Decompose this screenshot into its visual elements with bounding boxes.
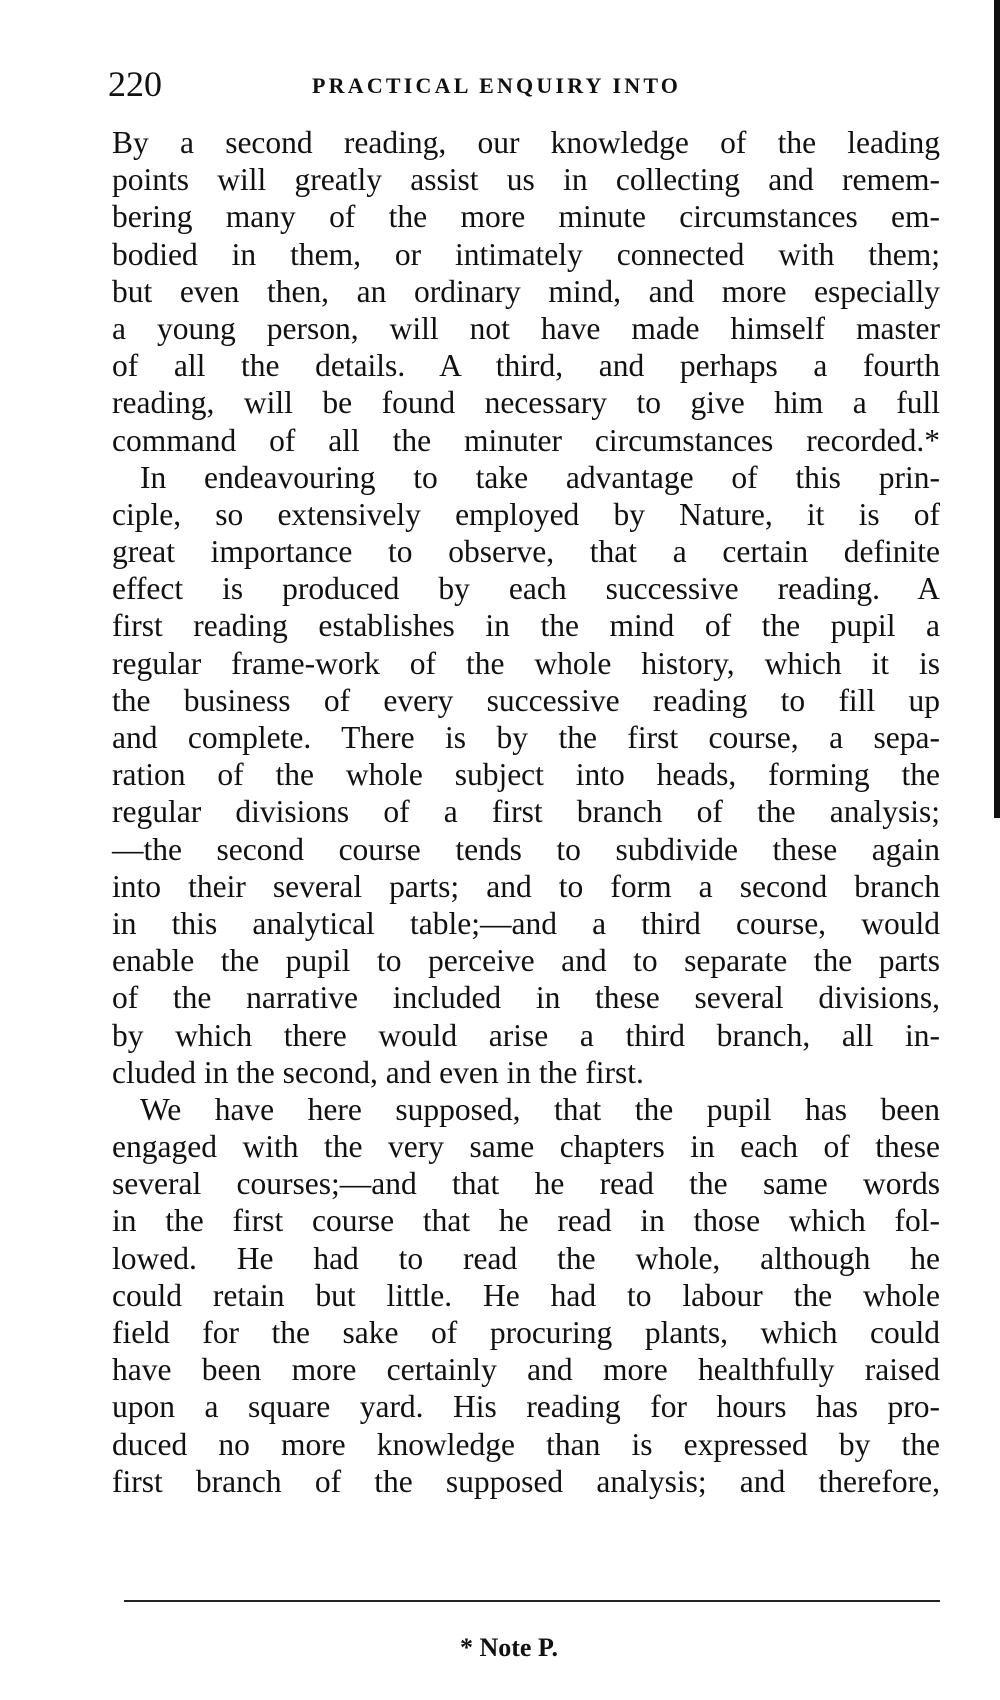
text-line: bering many of the more minute circumstances em- [112,199,940,235]
text-line: regular frame-work of the whole history, which it is [112,645,940,681]
text-line: the business of every successive reading to fill up [112,682,940,718]
text-line: of the narrative included in these several divisions, [112,980,940,1016]
text-line: ciple, so extensively employed by Nature, it is of [112,496,940,532]
text-line: upon a square yard. His reading for hours has pro- [112,1389,940,1425]
running-head: PRACTICAL ENQUIRY INTO [312,73,682,98]
text-line: and complete. There is by the first course, a sepa- [112,720,940,755]
scan-edge [994,0,1000,818]
text-line: have been more certainly and more healthfully raised [112,1352,940,1388]
text-line: a young person, will not have made himself master [112,310,940,346]
text-line: effect is produced by each successive reading. A [112,571,940,607]
text-line: first branch of the supposed analysis; and therefore, [112,1463,940,1499]
text-line: regular divisions of a first branch of the analysis; [112,794,940,830]
text-line: into their several parts; and to form a second branch [112,868,940,904]
page-header [108,64,888,114]
text-line: cluded in the second, and even in the first. [112,1054,644,1090]
body-text [112,124,940,1500]
footnote-divider [124,1600,940,1602]
text-line: but even then, an ordinary mind, and more especially [112,273,940,309]
text-line: enable the pupil to perceive and to separate the parts [112,943,940,979]
text-line: great importance to observe, that a certain definite [112,534,940,570]
text-line: field for the sake of procuring plants, which could [112,1315,940,1350]
text-line: duced no more knowledge than is expressed by the [112,1426,940,1462]
text-line: By a second reading, our knowledge of the leading [112,125,940,160]
text-line: reading, will be found necessary to give him a full [112,385,940,421]
text-line: in this analytical table;—and a third course, would [112,905,940,941]
text-line: several courses;—and that he read the same words [112,1166,940,1202]
text-line: bodied in them, or intimately connected with them; [112,236,940,272]
text-line: command of all the minuter circumstances recorded.* [112,422,940,458]
text-line: In endeavouring to take advantage of this prin- [140,459,940,495]
text-line: lowed. He had to read the whole, although he [112,1240,940,1276]
page-number: 220 [108,64,162,104]
text-line: of all the details. A third, and perhaps a fourth [112,348,940,384]
text-line: points will greatly assist us in collecting and remem- [112,162,940,198]
text-line: first reading establishes in the mind of the pupil a [112,608,940,644]
text-line: ration of the whole subject into heads, forming the [112,757,940,793]
text-line: We have here supposed, that the pupil has been [140,1091,940,1127]
text-line: could retain but little. He had to labour the whole [112,1277,940,1313]
text-line: by which there would arise a third branch, all in- [112,1017,940,1053]
text-line: —the second course tends to subdivide these again [112,831,940,867]
footnote: * Note P. [460,1633,558,1662]
text-line: engaged with the very same chapters in each of these [112,1129,940,1165]
text-line: in the first course that he read in those which fol- [112,1203,940,1239]
